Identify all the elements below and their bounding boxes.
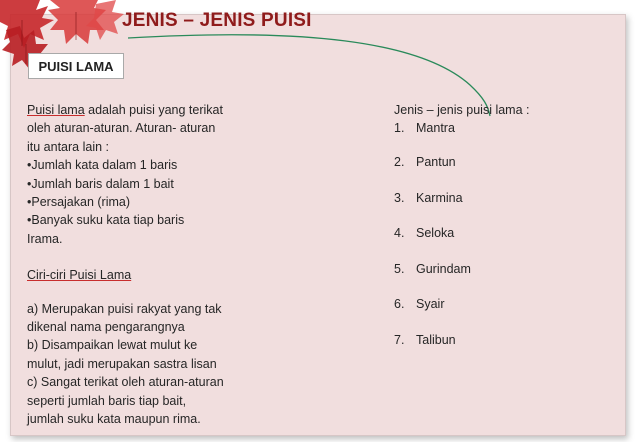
list-item	[394, 295, 614, 331]
ciri-line: jumlah suku kata maupun rima.	[27, 412, 201, 427]
list-item	[394, 224, 614, 260]
list-number: 6.	[394, 297, 405, 312]
criteria-item: •Persajakan (rima)	[27, 195, 131, 210]
list-number: 3.	[394, 190, 405, 205]
ciri-line: a) Merupakan puisi rakyat yang tak	[27, 301, 222, 316]
types-list	[394, 119, 614, 366]
list-item	[394, 331, 614, 367]
ciri-heading: Ciri-ciri Puisi Lama	[27, 268, 132, 283]
criteria-item: •Jumlah kata dalam 1 baris	[27, 158, 178, 173]
list-item	[394, 119, 614, 153]
puisi-lama-tag: PUISI LAMA	[28, 53, 124, 79]
slide-title: JENIS – JENIS PUISI	[122, 10, 312, 31]
list-label: Pantun	[416, 155, 456, 170]
list-label: Seloka	[416, 226, 455, 241]
list-label: Mantra	[416, 121, 455, 136]
list-item	[394, 189, 614, 225]
body-line: itu antara lain :	[27, 139, 109, 154]
list-label: Gurindam	[416, 261, 471, 276]
list-label: Karmina	[416, 190, 463, 205]
ciri-line: mulut, jadi merupakan sastra lisan	[27, 356, 217, 371]
criteria-item: •Banyak suku kata tiap baris	[27, 213, 185, 228]
criteria-item: Irama.	[27, 231, 63, 246]
criteria-item: •Jumlah baris dalam 1 bait	[27, 176, 174, 191]
list-number: 1.	[394, 121, 405, 136]
list-number: 2.	[394, 155, 405, 170]
intro-lead: Puisi lama	[27, 103, 85, 117]
ciri-line: b) Disampaikan lewat mulut ke	[27, 338, 198, 353]
types-heading: Jenis – jenis puisi lama :	[394, 103, 530, 117]
spacer	[27, 285, 267, 300]
list-number: 4.	[394, 226, 405, 241]
ciri-line: seperti jumlah baris tiap bait,	[27, 393, 187, 408]
spacer	[27, 248, 267, 266]
list-number: 7.	[394, 332, 405, 347]
list-label: Talibun	[416, 332, 456, 347]
list-item	[394, 153, 614, 189]
right-column	[394, 101, 614, 366]
body-line: oleh aturan-aturan. Aturan- aturan	[27, 121, 216, 136]
ciri-line: dikenal nama pengarangnya	[27, 320, 185, 335]
list-number: 5.	[394, 261, 405, 276]
left-column	[27, 101, 267, 429]
intro-line	[27, 101, 267, 119]
ciri-line: c) Sangat terikat oleh aturan-aturan	[27, 375, 224, 390]
list-label: Syair	[416, 297, 445, 312]
intro-rest: adalah puisi yang terikat	[84, 103, 223, 117]
list-item	[394, 260, 614, 296]
